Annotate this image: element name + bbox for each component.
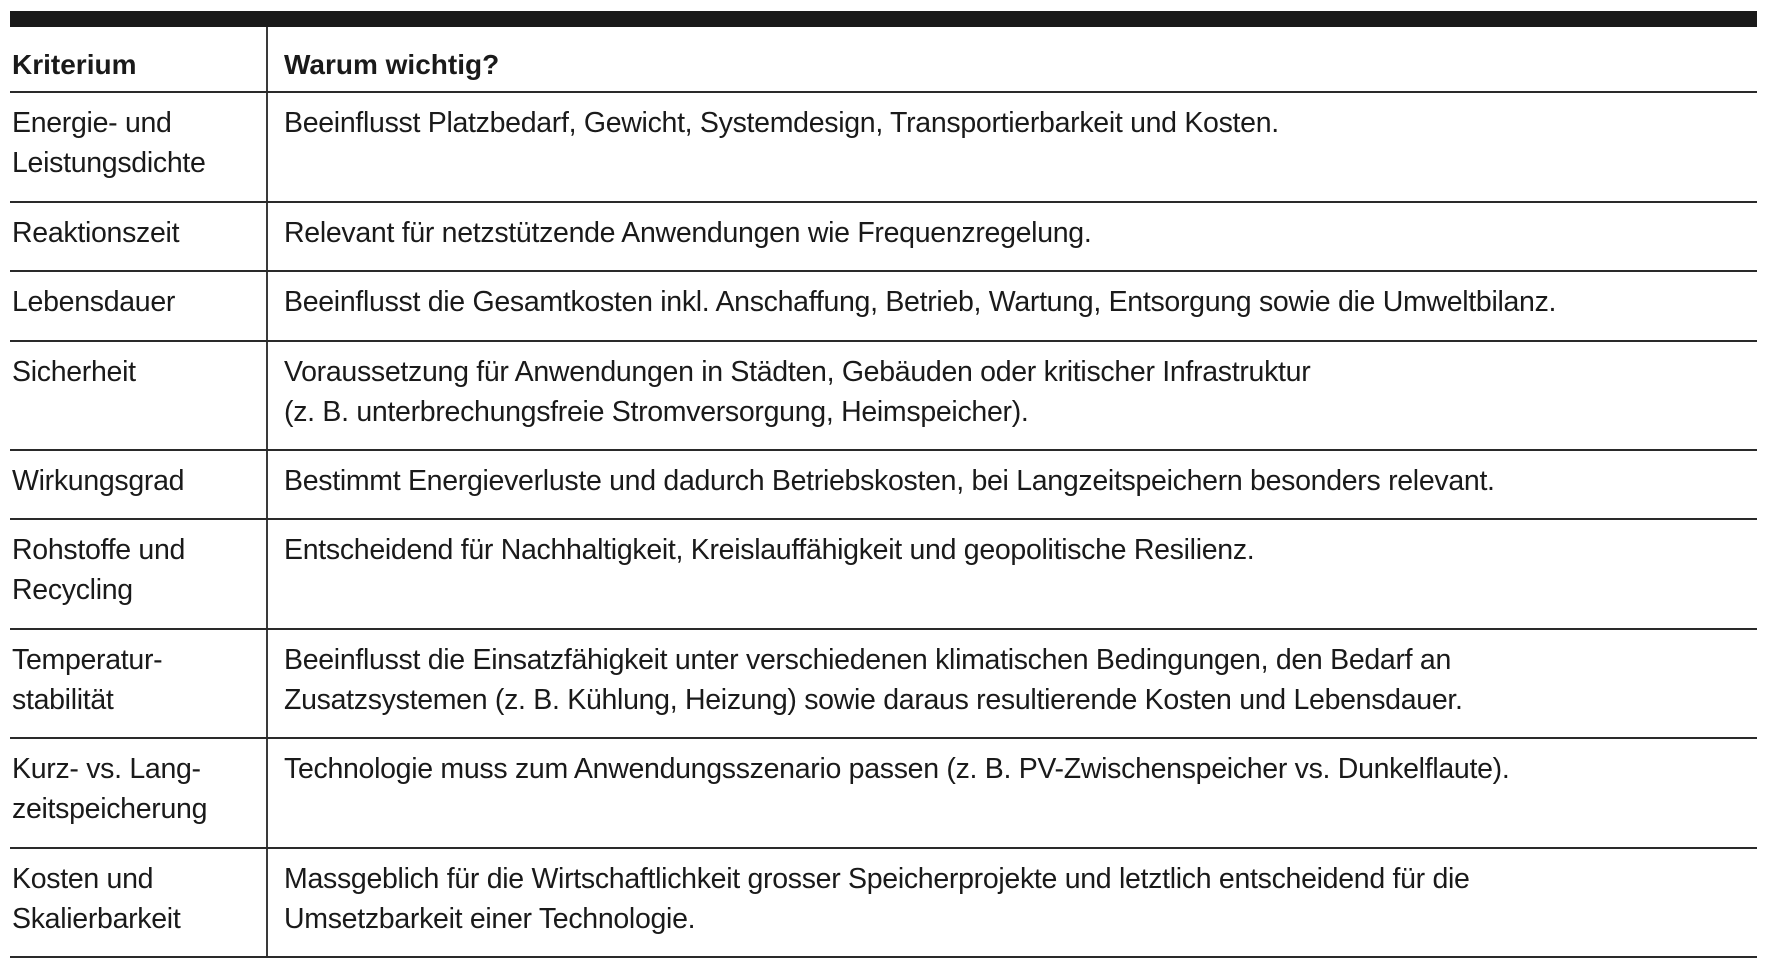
why-text-line: (z. B. unterbrechungsfreie Stromversorgung, Heimspeicher).: [284, 396, 1029, 428]
cell-why: [268, 630, 1757, 737]
criterion-text-line: Energie- und: [12, 107, 172, 139]
criterion-text-line: Leistungsdichte: [12, 147, 206, 179]
why-text-line: Relevant für netzstützende Anwendungen wie Frequenzregelung.: [284, 217, 1092, 249]
criterion-text-line: Wirkungsgrad: [12, 465, 185, 497]
why-text-line: Massgeblich für die Wirtschaftlichkeit grosser Speicherprojekte und letztlich entscheidend für die: [284, 863, 1470, 895]
criterion-text-line: Kosten und: [12, 863, 154, 895]
cell-criterion: [10, 630, 268, 737]
cell-why: [268, 739, 1757, 847]
cell-why: [268, 93, 1757, 201]
table-row: [10, 272, 1757, 342]
table-row: [10, 520, 1757, 630]
table-row: [10, 849, 1757, 958]
cell-why: [268, 342, 1757, 449]
table-row: [10, 739, 1757, 849]
why-text-line: Entscheidend für Nachhaltigkeit, Kreislauffähigkeit und geopolitische Resilienz.: [284, 534, 1255, 566]
criterion-text-line: zeitspeicherung: [12, 793, 208, 825]
table-top-bar: [10, 11, 1757, 27]
why-text-line: Bestimmt Energieverluste und dadurch Betriebskosten, bei Langzeitspeichern besonders relevant.: [284, 465, 1495, 497]
criterion-text-line: Sicherheit: [12, 356, 136, 388]
criterion-text-line: Rohstoffe und: [12, 534, 186, 566]
cell-criterion: [10, 739, 268, 847]
table-row: [10, 630, 1757, 739]
why-text-line: Umsetzbarkeit einer Technologie.: [284, 903, 696, 935]
why-text-line: Beeinflusst die Gesamtkosten inkl. Anschaffung, Betrieb, Wartung, Entsorgung sowie die Umweltbilanz.: [284, 286, 1557, 318]
cell-criterion: [10, 272, 268, 340]
table-header-row: [10, 27, 1757, 93]
why-text-line: Technologie muss zum Anwendungsszenario passen (z. B. PV-Zwischenspeicher vs. Dunkelflaute).: [284, 753, 1510, 785]
cell-criterion: [10, 342, 268, 449]
criteria-table: [10, 11, 1757, 958]
criterion-text-line: Reaktionszeit: [12, 217, 180, 249]
table-body: [10, 93, 1757, 958]
cell-why: [268, 272, 1757, 340]
cell-criterion: [10, 849, 268, 956]
why-text-line: Zusatzsystemen (z. B. Kühlung, Heizung) sowie daraus resultierende Kosten und Lebensdauer.: [284, 684, 1463, 716]
column-header-criterion: Kriterium: [10, 27, 268, 91]
why-text-line: Beeinflusst Platzbedarf, Gewicht, Systemdesign, Transportierbarkeit und Kosten.: [284, 107, 1279, 139]
column-header-why: Warum wichtig?: [284, 49, 500, 80]
cell-why: [268, 849, 1757, 956]
table-row: [10, 451, 1757, 520]
why-text-line: Voraussetzung für Anwendungen in Städten, Gebäuden oder kritischer Infrastruktur: [284, 356, 1311, 388]
criterion-text-line: Temperatur-: [12, 644, 163, 676]
cell-why: [268, 203, 1757, 270]
cell-criterion: [10, 93, 268, 201]
table-row: [10, 93, 1757, 203]
table-row: [10, 342, 1757, 451]
table-row: [10, 203, 1757, 272]
cell-criterion: [10, 451, 268, 518]
criterion-text-line: Skalierbarkeit: [12, 903, 181, 935]
criterion-text-line: Kurz- vs. Lang-: [12, 753, 201, 785]
criterion-text-line: Lebensdauer: [12, 286, 176, 318]
criterion-text-line: stabilität: [12, 684, 114, 716]
why-text-line: Beeinflusst die Einsatzfähigkeit unter verschiedenen klimatischen Bedingungen, den Bedarf an: [284, 644, 1451, 676]
cell-why: [268, 451, 1757, 518]
cell-criterion: [10, 203, 268, 270]
cell-why: [268, 520, 1757, 628]
criterion-text-line: Recycling: [12, 574, 133, 606]
cell-criterion: [10, 520, 268, 628]
